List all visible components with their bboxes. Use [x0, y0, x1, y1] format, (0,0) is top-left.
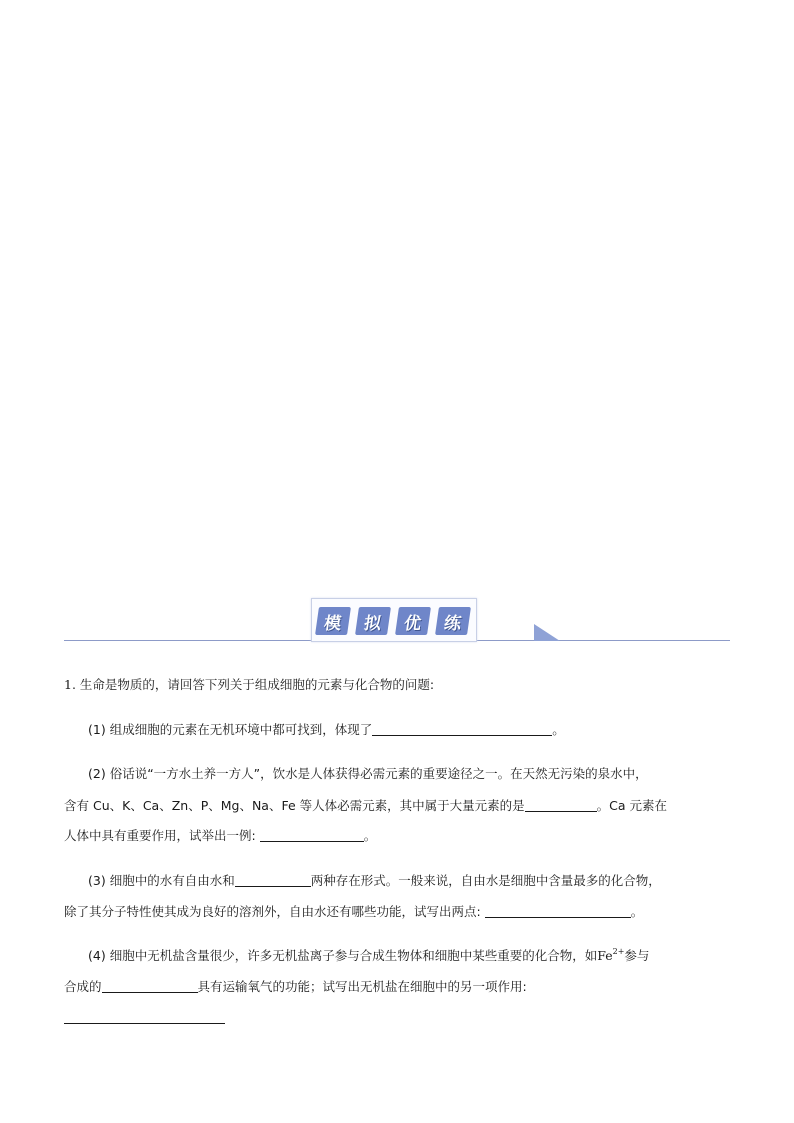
question-number: 1.	[64, 677, 76, 692]
part-3-line-1	[88, 872, 661, 890]
title-char-3: 优	[395, 607, 431, 635]
title-char-4: 练	[435, 607, 471, 635]
section-banner	[64, 598, 730, 644]
part-2-line-3-text: 人体中具有重要作用，试举出一例:	[64, 828, 256, 843]
fe-charge: 2+	[612, 947, 625, 956]
part-1-end: 。	[552, 722, 565, 737]
part-4-line-1-tail: 参与	[624, 948, 650, 963]
part-2-line-1	[88, 765, 648, 783]
title-char-2: 拟	[355, 607, 391, 635]
part-1-label: (1)	[88, 722, 106, 737]
part-4-line-2	[64, 978, 527, 996]
part-2-label: (2)	[88, 766, 106, 781]
title-char-1: 模	[315, 607, 351, 635]
part-2-line-1-text: 俗话说“一方水土养一方人”，饮水是人体获得必需元素的重要途径之一。在天然无污染的泉水中，	[109, 766, 648, 781]
part-4-line-2-text: 合成的	[64, 979, 102, 994]
part-3-line-1-tail: 两种存在形式。一般来说，自由水是细胞中含量最多的化合物，	[310, 873, 661, 888]
answer-blank-3a[interactable]	[235, 873, 311, 887]
part-3-line-2-end: 。	[630, 904, 644, 919]
section-title	[317, 607, 469, 635]
part-4-line-1-text: 细胞中无机盐含量很少，许多无机盐离子参与合成生物体和细胞中某些重要的化合物，如	[109, 948, 598, 963]
part-4-label: (4)	[88, 948, 106, 963]
part-4-line-2-tail: 具有运输氧气的功能；试写出无机盐在细胞中的另一项作用:	[197, 979, 527, 994]
part-1	[88, 721, 565, 739]
answer-blank-1[interactable]	[372, 722, 552, 736]
banner-right-wing	[534, 624, 560, 641]
question-stem	[64, 676, 434, 694]
answer-blank-3b[interactable]	[485, 904, 631, 918]
fe-symbol: Fe	[597, 948, 613, 963]
part-2-line-3	[64, 827, 376, 845]
part-3-label: (3)	[88, 873, 106, 888]
part-1-text: 组成细胞的元素在无机环境中都可找到，体现了	[109, 722, 373, 737]
answer-blank-2b[interactable]	[260, 828, 364, 842]
part-2-line-2-text: 含有 Cu、K、Ca、Zn、P、Mg、Na、Fe 等人体必需元素，其中属于大量元素的是	[64, 798, 525, 813]
part-2-line-2-tail: 。Ca 元素在	[596, 798, 668, 813]
part-2-line-2	[64, 797, 667, 815]
part-3-line-2-text: 除了其分子特性使其成为良好的溶剂外，自由水还有哪些功能，试写出两点:	[64, 904, 481, 919]
part-4-line-1	[88, 947, 649, 965]
answer-blank-4b[interactable]	[64, 1023, 225, 1024]
part-3-line-2	[64, 903, 643, 921]
answer-blank-4a[interactable]	[102, 979, 198, 993]
question-stem-text: 生命是物质的，请回答下列关于组成细胞的元素与化合物的问题:	[79, 677, 435, 692]
part-3-line-1-text: 细胞中的水有自由水和	[109, 873, 235, 888]
fe-ion	[597, 948, 624, 963]
answer-blank-2a[interactable]	[525, 798, 597, 812]
part-2-line-3-end: 。	[363, 828, 377, 843]
